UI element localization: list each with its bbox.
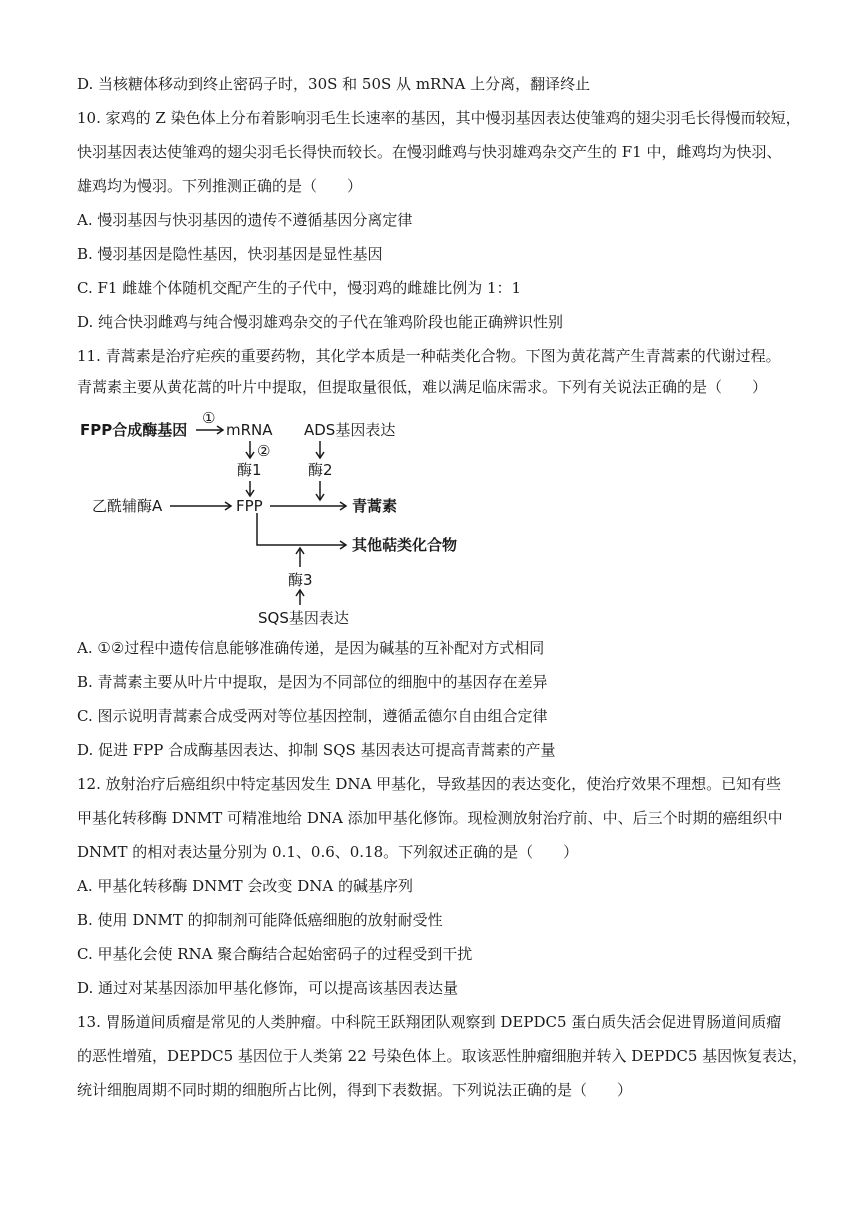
artemisinin-pathway-diagram	[80, 405, 500, 627]
enzyme-1-label: 酶1	[237, 461, 262, 479]
mrna-label: mRNA	[226, 421, 273, 439]
question-12-stem-line-3: DNMT 的相对表达量分别为 0.1、0.6、0.18。下列叙述正确的是（ ）	[77, 843, 579, 861]
question-10-stem-line-2: 快羽基因表达使雏鸡的翅尖羽毛长得快而较长。在慢羽雌鸡与快羽雄鸡杂交产生的 F1 中，雌鸡均为快羽、	[77, 143, 782, 161]
arrow-fpp-to-other	[257, 513, 345, 545]
question-12-option-a: A. 甲基化转移酶 DNMT 会改变 DNA 的碱基序列	[77, 877, 413, 895]
enzyme-2-label: 酶2	[308, 461, 333, 479]
question-12-option-c: C. 甲基化会使 RNA 聚合酶结合起始密码子的过程受到干扰	[77, 945, 473, 963]
enzyme-3-label: 酶3	[288, 571, 313, 589]
question-10-option-b: B. 慢羽基因是隐性基因，快羽基因是显性基因	[77, 245, 383, 263]
question-12-option-d: D. 通过对某基因添加甲基化修饰，可以提高该基因表达量	[77, 979, 459, 997]
question-13-stem-line-1: 13. 胃肠道间质瘤是常见的人类肿瘤。中科院王跃翔团队观察到 DEPDC5 蛋白质失活会促进胃肠道间质瘤	[77, 1013, 782, 1031]
question-11-option-d: D. 促进 FPP 合成酶基因表达、抑制 SQS 基因表达可提高青蒿素的产量	[77, 741, 556, 759]
question-10-stem-line-3: 雄鸡均为慢羽。下列推测正确的是（ ）	[77, 177, 363, 195]
question-10-option-a: A. 慢羽基因与快羽基因的遗传不遵循基因分离定律	[77, 211, 413, 229]
fpp-label: FPP	[236, 497, 263, 515]
question-13-stem-line-3: 统计细胞周期不同时期的细胞所占比例，得到下表数据。下列说法正确的是（ ）	[77, 1081, 633, 1099]
question-9-option-d: D. 当核糖体移动到终止密码子时，30S 和 50S 从 mRNA 上分离，翻译终止	[77, 75, 591, 93]
acetyl-coa-label: 乙酰辅酶A	[92, 497, 163, 515]
question-11-stem-line-2: 青蒿素主要从黄花蒿的叶片中提取，但提取量很低，难以满足临床需求。下列有关说法正确的是（ ）	[77, 378, 768, 396]
question-12-stem-line-1: 12. 放射治疗后癌组织中特定基因发生 DNA 甲基化，导致基因的表达变化，使治疗效果不理想。已知有些	[77, 775, 782, 793]
step-1-label: ①	[202, 409, 216, 427]
step-2-label: ②	[257, 442, 271, 460]
sqs-gene-expression-label: SQS基因表达	[258, 609, 349, 627]
question-10-stem-line-1: 10. 家鸡的 Z 染色体上分布着影响羽毛生长速率的基因，其中慢羽基因表达使雏鸡的翅尖羽毛长得慢而较短，	[77, 109, 801, 127]
question-10-option-c: C. F1 雌雄个体随机交配产生的子代中，慢羽鸡的雌雄比例为 1：1	[77, 279, 522, 297]
other-terpenoids-label: 其他萜类化合物	[352, 536, 458, 554]
question-12-option-b: B. 使用 DNMT 的抑制剂可能降低癌细胞的放射耐受性	[77, 911, 443, 929]
artemisinin-label: 青蒿素	[352, 497, 398, 515]
question-11-option-b: B. 青蒿素主要从叶片中提取，是因为不同部位的细胞中的基因存在差异	[77, 673, 548, 691]
question-11-option-c: C. 图示说明青蒿素合成受两对等位基因控制，遵循孟德尔自由组合定律	[77, 707, 548, 725]
question-11-stem-line-1: 11. 青蒿素是治疗疟疾的重要药物，其化学本质是一种萜类化合物。下图为黄花蒿产生青蒿素的代谢过程。	[77, 347, 781, 365]
ads-gene-expression-label: ADS基因表达	[304, 421, 396, 439]
question-13-stem-line-2: 的恶性增殖，DEPDC5 基因位于人类第 22 号染色体上。取该恶性肿瘤细胞并转入 DEPDC5 基因恢复表达，	[77, 1047, 808, 1065]
fpp-gene-label: FPP合成酶基因	[80, 421, 188, 439]
question-12-stem-line-2: 甲基化转移酶 DNMT 可精准地给 DNA 添加甲基化修饰。现检测放射治疗前、中、后三个时期的癌组织中	[77, 809, 783, 827]
question-11-option-a: A. ①②过程中遗传信息能够准确传递，是因为碱基的互补配对方式相同	[77, 639, 545, 657]
question-10-option-d: D. 纯合快羽雌鸡与纯合慢羽雄鸡杂交的子代在雏鸡阶段也能正确辨识性别	[77, 313, 564, 331]
